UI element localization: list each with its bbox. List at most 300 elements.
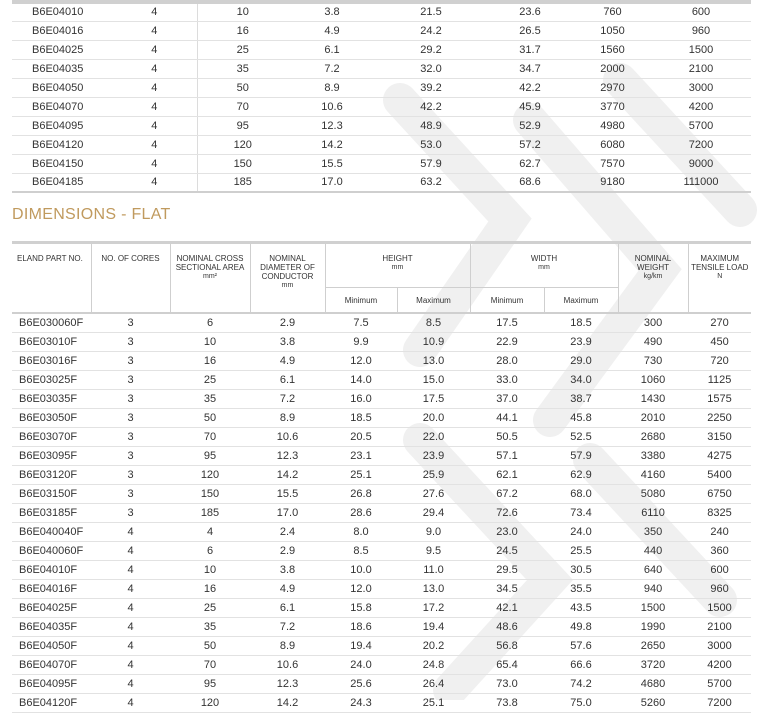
header-height: HEIGHT mm: [325, 243, 470, 288]
table-cell: 10: [197, 2, 288, 21]
table-cell: 4: [91, 522, 170, 541]
table-cell: 50: [197, 78, 288, 97]
table-cell: 12.0: [325, 351, 397, 370]
table-cell: 4: [170, 522, 250, 541]
table-cell: 66.6: [544, 655, 618, 674]
table-cell: 3: [91, 503, 170, 522]
table-cell: 18.5: [544, 313, 618, 332]
table-cell: 62.1: [470, 465, 544, 484]
table-cell: B6E04150: [12, 154, 112, 173]
table-cell: 185: [170, 503, 250, 522]
header-width-maximum: Maximum: [544, 288, 618, 314]
table-cell: 20.2: [397, 636, 470, 655]
table-cell: 4: [91, 560, 170, 579]
table-cell: 26.5: [486, 21, 574, 40]
table-cell: 4.9: [250, 579, 325, 598]
table-cell: 4: [91, 636, 170, 655]
table-row: [12, 40, 751, 59]
table-row: [12, 674, 751, 693]
table-row: [12, 427, 751, 446]
table-cell: 14.2: [250, 465, 325, 484]
table-cell: 12.3: [288, 116, 376, 135]
table-cell: 4: [112, 135, 197, 154]
table-cell: 8.9: [250, 408, 325, 427]
table-cell: 3: [91, 484, 170, 503]
table-cell: 7200: [688, 693, 751, 712]
table-cell: B6E04035F: [12, 617, 91, 636]
table-cell: B6E03025F: [12, 370, 91, 389]
table-cell: 4: [91, 598, 170, 617]
table-row: [12, 560, 751, 579]
table-cell: 940: [618, 579, 688, 598]
table-row: [12, 21, 751, 40]
table-cell: B6E04016F: [12, 579, 91, 598]
table-cell: 4: [112, 173, 197, 192]
table-cell: 9.9: [325, 332, 397, 351]
table-cell: 270: [688, 313, 751, 332]
dimensions-flat-table: [12, 241, 751, 713]
table-cell: 111000: [651, 173, 751, 192]
table-cell: 25: [170, 370, 250, 389]
table-cell: 15.5: [288, 154, 376, 173]
table-cell: B6E04185: [12, 173, 112, 192]
table-cell: 3: [91, 332, 170, 351]
table-cell: B6E04050: [12, 78, 112, 97]
table-cell: B6E04095: [12, 116, 112, 135]
table-cell: 4: [91, 655, 170, 674]
table-cell: 720: [688, 351, 751, 370]
table-cell: 7.2: [250, 617, 325, 636]
table-cell: 6110: [618, 503, 688, 522]
table-cell: 2.9: [250, 313, 325, 332]
table-cell: 70: [197, 97, 288, 116]
table-cell: 24.3: [325, 693, 397, 712]
table-cell: 150: [170, 484, 250, 503]
table-cell: 4: [112, 40, 197, 59]
table-cell: 19.4: [325, 636, 397, 655]
table-cell: 62.7: [486, 154, 574, 173]
table-cell: 95: [170, 674, 250, 693]
table-row: [12, 484, 751, 503]
table-cell: 52.5: [544, 427, 618, 446]
table-cell: 7570: [574, 154, 651, 173]
table-cell: 22.0: [397, 427, 470, 446]
table-cell: 1050: [574, 21, 651, 40]
table-cell: 360: [688, 541, 751, 560]
table-cell: 2970: [574, 78, 651, 97]
table-cell: 2650: [618, 636, 688, 655]
table-cell: B6E03035F: [12, 389, 91, 408]
table-cell: 73.4: [544, 503, 618, 522]
header-tensile: MAXIMUM TENSILE LOAD N: [688, 243, 751, 314]
table-cell: 4275: [688, 446, 751, 465]
table-cell: 4: [112, 78, 197, 97]
header-width: WIDTH mm: [470, 243, 618, 288]
table-cell: 3.8: [288, 2, 376, 21]
table-row: [12, 313, 751, 332]
table-cell: 3000: [688, 636, 751, 655]
table-cell: 3.8: [250, 332, 325, 351]
table-cell: 1575: [688, 389, 751, 408]
table-cell: 75.0: [544, 693, 618, 712]
table-cell: 4: [112, 21, 197, 40]
table-row: [12, 116, 751, 135]
table-cell: 16: [170, 579, 250, 598]
table-cell: 31.7: [486, 40, 574, 59]
table-cell: 26.4: [397, 674, 470, 693]
table-cell: 70: [170, 655, 250, 674]
table-cell: 62.9: [544, 465, 618, 484]
dimensions-round-table-body: [12, 2, 751, 192]
table-cell: 18.6: [325, 617, 397, 636]
table-cell: 25: [197, 40, 288, 59]
table-cell: 57.6: [544, 636, 618, 655]
table-cell: 1990: [618, 617, 688, 636]
table-cell: 33.0: [470, 370, 544, 389]
table-cell: 22.9: [470, 332, 544, 351]
table-cell: 35: [170, 617, 250, 636]
table-cell: 4160: [618, 465, 688, 484]
table-cell: 50: [170, 408, 250, 427]
table-cell: 8.0: [325, 522, 397, 541]
table-cell: 11.0: [397, 560, 470, 579]
table-row: [12, 522, 751, 541]
table-cell: 14.2: [288, 135, 376, 154]
table-cell: B6E03120F: [12, 465, 91, 484]
table-cell: 35: [170, 389, 250, 408]
table-cell: 14.2: [250, 693, 325, 712]
table-row: [12, 59, 751, 78]
table-cell: 30.5: [544, 560, 618, 579]
table-cell: 120: [170, 693, 250, 712]
table-cell: 29.5: [470, 560, 544, 579]
table-cell: 20.0: [397, 408, 470, 427]
table-cell: B6E03185F: [12, 503, 91, 522]
table-cell: 74.2: [544, 674, 618, 693]
table-cell: 1500: [688, 598, 751, 617]
table-cell: 57.9: [376, 154, 486, 173]
table-cell: B6E04016: [12, 21, 112, 40]
table-cell: 4: [91, 617, 170, 636]
table-cell: 35.5: [544, 579, 618, 598]
table-cell: 50: [170, 636, 250, 655]
table-row: [12, 579, 751, 598]
table-cell: 1060: [618, 370, 688, 389]
table-cell: 3720: [618, 655, 688, 674]
table-cell: 3: [91, 408, 170, 427]
table-cell: 1430: [618, 389, 688, 408]
table-row: [12, 408, 751, 427]
table-cell: 48.6: [470, 617, 544, 636]
table-cell: 6.1: [288, 40, 376, 59]
table-cell: 3000: [651, 78, 751, 97]
table-cell: 120: [197, 135, 288, 154]
table-cell: 3: [91, 313, 170, 332]
header-diameter: NOMINAL DIAMETER OF CONDUCTOR mm: [250, 243, 325, 314]
table-cell: 13.0: [397, 579, 470, 598]
table-row: [12, 598, 751, 617]
table-cell: 6750: [688, 484, 751, 503]
table-cell: 39.2: [376, 78, 486, 97]
table-cell: B6E04070: [12, 97, 112, 116]
table-cell: 9180: [574, 173, 651, 192]
table-cell: 4680: [618, 674, 688, 693]
table-cell: 3: [91, 446, 170, 465]
header-height-minimum: Minimum: [325, 288, 397, 314]
table-cell: B6E030060F: [12, 313, 91, 332]
table-cell: 2680: [618, 427, 688, 446]
table-cell: 32.0: [376, 59, 486, 78]
table-cell: 120: [170, 465, 250, 484]
table-cell: B6E04010F: [12, 560, 91, 579]
table-cell: 24.0: [544, 522, 618, 541]
table-cell: B6E04050F: [12, 636, 91, 655]
table-cell: 600: [688, 560, 751, 579]
table-cell: 25.6: [325, 674, 397, 693]
table-cell: 8325: [688, 503, 751, 522]
table-cell: 72.6: [470, 503, 544, 522]
table-cell: 34.0: [544, 370, 618, 389]
table-cell: 50.5: [470, 427, 544, 446]
table-cell: 23.9: [397, 446, 470, 465]
table-cell: 16.0: [325, 389, 397, 408]
table-cell: 4200: [688, 655, 751, 674]
table-cell: B6E03010F: [12, 332, 91, 351]
table-cell: 13.0: [397, 351, 470, 370]
table-cell: 73.0: [470, 674, 544, 693]
table-cell: 25: [170, 598, 250, 617]
table-row: [12, 351, 751, 370]
table-cell: 24.2: [376, 21, 486, 40]
table-cell: 25.5: [544, 541, 618, 560]
table-cell: 17.0: [250, 503, 325, 522]
table-cell: 600: [651, 2, 751, 21]
table-cell: 2100: [688, 617, 751, 636]
table-cell: 3: [91, 370, 170, 389]
table-cell: 240: [688, 522, 751, 541]
table-cell: 8.9: [250, 636, 325, 655]
table-row: [12, 389, 751, 408]
table-cell: 57.1: [470, 446, 544, 465]
table-cell: 2.4: [250, 522, 325, 541]
table-cell: 10.9: [397, 332, 470, 351]
table-cell: 15.8: [325, 598, 397, 617]
table-cell: 34.5: [470, 579, 544, 598]
table-cell: 2250: [688, 408, 751, 427]
dimensions-flat-table-body: [12, 313, 751, 712]
table-cell: 12.3: [250, 446, 325, 465]
table-cell: 4: [112, 97, 197, 116]
table-cell: 3.8: [250, 560, 325, 579]
table-cell: 57.9: [544, 446, 618, 465]
table-cell: 300: [618, 313, 688, 332]
table-cell: 4: [112, 116, 197, 135]
table-cell: 1500: [618, 598, 688, 617]
table-cell: 43.5: [544, 598, 618, 617]
table-row: [12, 655, 751, 674]
table-cell: B6E04120: [12, 135, 112, 154]
table-cell: 15.5: [250, 484, 325, 503]
table-cell: 57.2: [486, 135, 574, 154]
header-width-minimum: Minimum: [470, 288, 544, 314]
table-cell: 150: [197, 154, 288, 173]
table-cell: 6.1: [250, 370, 325, 389]
table-row: [12, 135, 751, 154]
table-cell: 12.3: [250, 674, 325, 693]
table-cell: B6E04010: [12, 2, 112, 21]
table-cell: 440: [618, 541, 688, 560]
table-cell: 24.0: [325, 655, 397, 674]
header-cores: NO. OF CORES: [91, 243, 170, 314]
table-cell: 70: [170, 427, 250, 446]
table-cell: 5700: [651, 116, 751, 135]
table-cell: 4980: [574, 116, 651, 135]
table-cell: 15.0: [397, 370, 470, 389]
table-row: [12, 332, 751, 351]
table-cell: 23.1: [325, 446, 397, 465]
table-cell: 4: [91, 541, 170, 560]
table-cell: 3770: [574, 97, 651, 116]
table-cell: B6E04035: [12, 59, 112, 78]
table-cell: 95: [170, 446, 250, 465]
section-title: DIMENSIONS - FLAT: [12, 206, 171, 223]
table-cell: 2.9: [250, 541, 325, 560]
dimensions-round-table: [12, 0, 751, 193]
table-cell: 25.1: [325, 465, 397, 484]
table-cell: 10: [170, 332, 250, 351]
table-row: [12, 154, 751, 173]
table-cell: 68.0: [544, 484, 618, 503]
table-cell: 37.0: [470, 389, 544, 408]
table-cell: 4.9: [250, 351, 325, 370]
table-cell: B6E04120F: [12, 693, 91, 712]
header-weight: NOMINAL WEIGHT kg/km: [618, 243, 688, 314]
table-cell: 10.6: [250, 655, 325, 674]
table-cell: 6.1: [250, 598, 325, 617]
table-cell: 23.0: [470, 522, 544, 541]
table-cell: 65.4: [470, 655, 544, 674]
table-row: [12, 97, 751, 116]
table-row: [12, 693, 751, 712]
table-cell: 5400: [688, 465, 751, 484]
table-cell: B6E040040F: [12, 522, 91, 541]
table-cell: 3: [91, 389, 170, 408]
table-cell: 3150: [688, 427, 751, 446]
table-cell: 1560: [574, 40, 651, 59]
table-cell: 26.8: [325, 484, 397, 503]
table-cell: 730: [618, 351, 688, 370]
table-cell: 25.1: [397, 693, 470, 712]
table-cell: 73.8: [470, 693, 544, 712]
table-cell: 56.8: [470, 636, 544, 655]
table-row: [12, 370, 751, 389]
table-cell: 12.0: [325, 579, 397, 598]
table-cell: 490: [618, 332, 688, 351]
table-cell: 960: [688, 579, 751, 598]
table-cell: 23.9: [544, 332, 618, 351]
table-cell: 21.5: [376, 2, 486, 21]
table-cell: 49.8: [544, 617, 618, 636]
table-cell: 4: [112, 59, 197, 78]
table-cell: B6E03016F: [12, 351, 91, 370]
header-height-maximum: Maximum: [397, 288, 470, 314]
table-cell: 640: [618, 560, 688, 579]
table-cell: 3: [91, 427, 170, 446]
table-cell: 10.0: [325, 560, 397, 579]
table-row: [12, 617, 751, 636]
table-cell: 2000: [574, 59, 651, 78]
table-cell: 34.7: [486, 59, 574, 78]
table-cell: 2100: [651, 59, 751, 78]
table-cell: 1500: [651, 40, 751, 59]
table-row: [12, 2, 751, 21]
table-cell: 17.5: [397, 389, 470, 408]
table-cell: 17.0: [288, 173, 376, 192]
table-cell: 8.5: [325, 541, 397, 560]
table-cell: 8.5: [397, 313, 470, 332]
table-cell: 1125: [688, 370, 751, 389]
table-cell: 450: [688, 332, 751, 351]
table-row: [12, 503, 751, 522]
table-cell: 45.9: [486, 97, 574, 116]
table-cell: 29.4: [397, 503, 470, 522]
table-row: [12, 173, 751, 192]
table-row: [12, 636, 751, 655]
table-cell: 28.6: [325, 503, 397, 522]
table-cell: 6080: [574, 135, 651, 154]
header-area: NOMINAL CROSS SECTIONAL AREA mm²: [170, 243, 250, 314]
table-cell: 29.0: [544, 351, 618, 370]
table-cell: 9.5: [397, 541, 470, 560]
table-cell: B6E04025F: [12, 598, 91, 617]
table-cell: 7.2: [288, 59, 376, 78]
table-cell: 42.2: [376, 97, 486, 116]
table-cell: 63.2: [376, 173, 486, 192]
table-cell: 42.2: [486, 78, 574, 97]
table-cell: 17.2: [397, 598, 470, 617]
table-cell: 4: [91, 579, 170, 598]
table-cell: 14.0: [325, 370, 397, 389]
table-cell: 27.6: [397, 484, 470, 503]
header-part-no: ELAND PART NO.: [12, 243, 91, 314]
table-row: [12, 541, 751, 560]
table-cell: 52.9: [486, 116, 574, 135]
table-cell: 95: [197, 116, 288, 135]
table-cell: 4: [112, 2, 197, 21]
table-row: [12, 446, 751, 465]
table-cell: 9000: [651, 154, 751, 173]
table-cell: 53.0: [376, 135, 486, 154]
table-cell: 3: [91, 351, 170, 370]
table-cell: 10.6: [288, 97, 376, 116]
table-cell: 19.4: [397, 617, 470, 636]
table-cell: 4: [112, 154, 197, 173]
table-cell: 9.0: [397, 522, 470, 541]
table-cell: 42.1: [470, 598, 544, 617]
table-cell: 5080: [618, 484, 688, 503]
table-cell: 6: [170, 541, 250, 560]
table-cell: 4200: [651, 97, 751, 116]
table-cell: B6E04070F: [12, 655, 91, 674]
table-cell: 350: [618, 522, 688, 541]
table-cell: 10: [170, 560, 250, 579]
table-cell: 18.5: [325, 408, 397, 427]
table-cell: 760: [574, 2, 651, 21]
table-cell: 24.5: [470, 541, 544, 560]
table-cell: 2010: [618, 408, 688, 427]
table-cell: 25.9: [397, 465, 470, 484]
table-cell: 17.5: [470, 313, 544, 332]
